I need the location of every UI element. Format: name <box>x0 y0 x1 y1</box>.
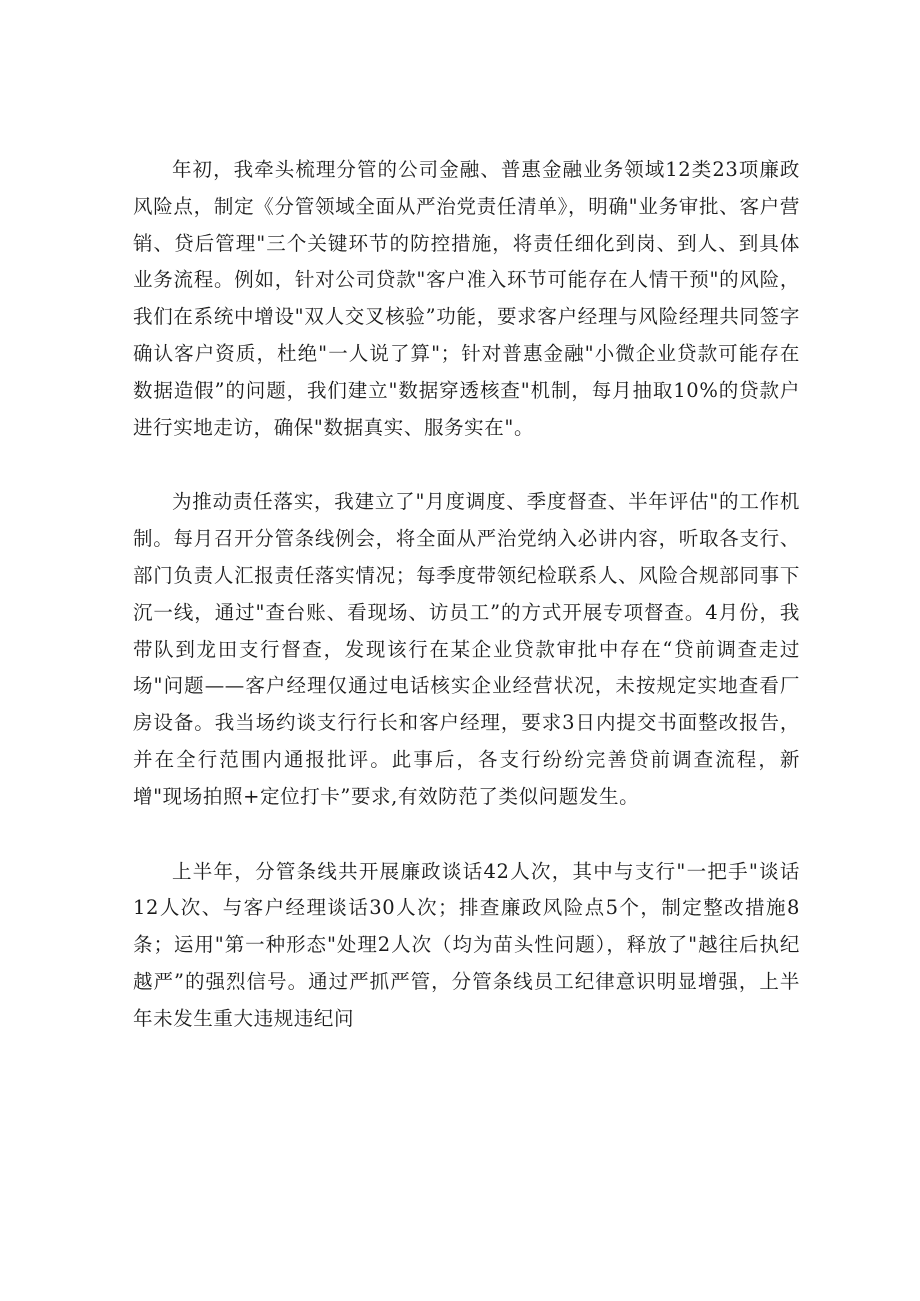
paragraph-risk-checklist: 年初，我牵头梳理分管的公司金融、普惠金融业务领域12类23项廉政风险点，制定《分管领域全面从严治党责任清单》，明确"业务审批、客户营销、贷后管理"三个关键环节的防控措施，将责任细化到岗、到人、到具体业务流程。例如，针对公司贷款"客户准入环节可能存在人情干预"的风险，我们在系统中增设"双人交叉核验”功能，要求客户经理与风险经理共同签字确认客户资质，杜绝"一人说了算"；针对普惠金融"小微企业贷款可能存在数据造假”的问题，我们建立"数据穿透核查"机制，每月抽取10%的贷款户进行实地走访，确保"数据真实、服务实在"。 <box>133 158 800 439</box>
paragraph-half-year-results: 上半年，分管条线共开展廉政谈话42人次，其中与支行"一把手"谈话12人次、与客户经理谈话30人次；排查廉政风险点5个，制定整改措施8条；运用"第一种形态"处理2人次（均为苗头性问题），释放了"越往后执纪越严”的强烈信号。通过严抓严管，分管条线员工纪律意识明显增强，上半年未发生重大违规违纪问 <box>133 859 800 1030</box>
paragraph-supervision-mechanism: 为推动责任落实，我建立了"月度调度、季度督查、半年评估"的工作机制。每月召开分管条线例会，将全面从严治党纳入必讲内容，听取各支行、部门负责人汇报责任落实情况；每季度带领纪检联系人、风险合规部同事下沉一线，通过"查台账、看现场、访员工”的方式开展专项督查。4月份，我带队到龙田支行督查，发现该行在某企业贷款审批中存在“贷前调查走过场"问题——客户经理仅通过电话核实企业经营状况，未按规定实地查看厂房设备。我当场约谈支行行长和客户经理，要求3日内提交书面整改报告，并在全行范围内通报批评。此事后，各支行纷纷完善贷前调查流程，新增"现场拍照+定位打卡”要求,有效防范了类似问题发生。 <box>133 490 800 808</box>
